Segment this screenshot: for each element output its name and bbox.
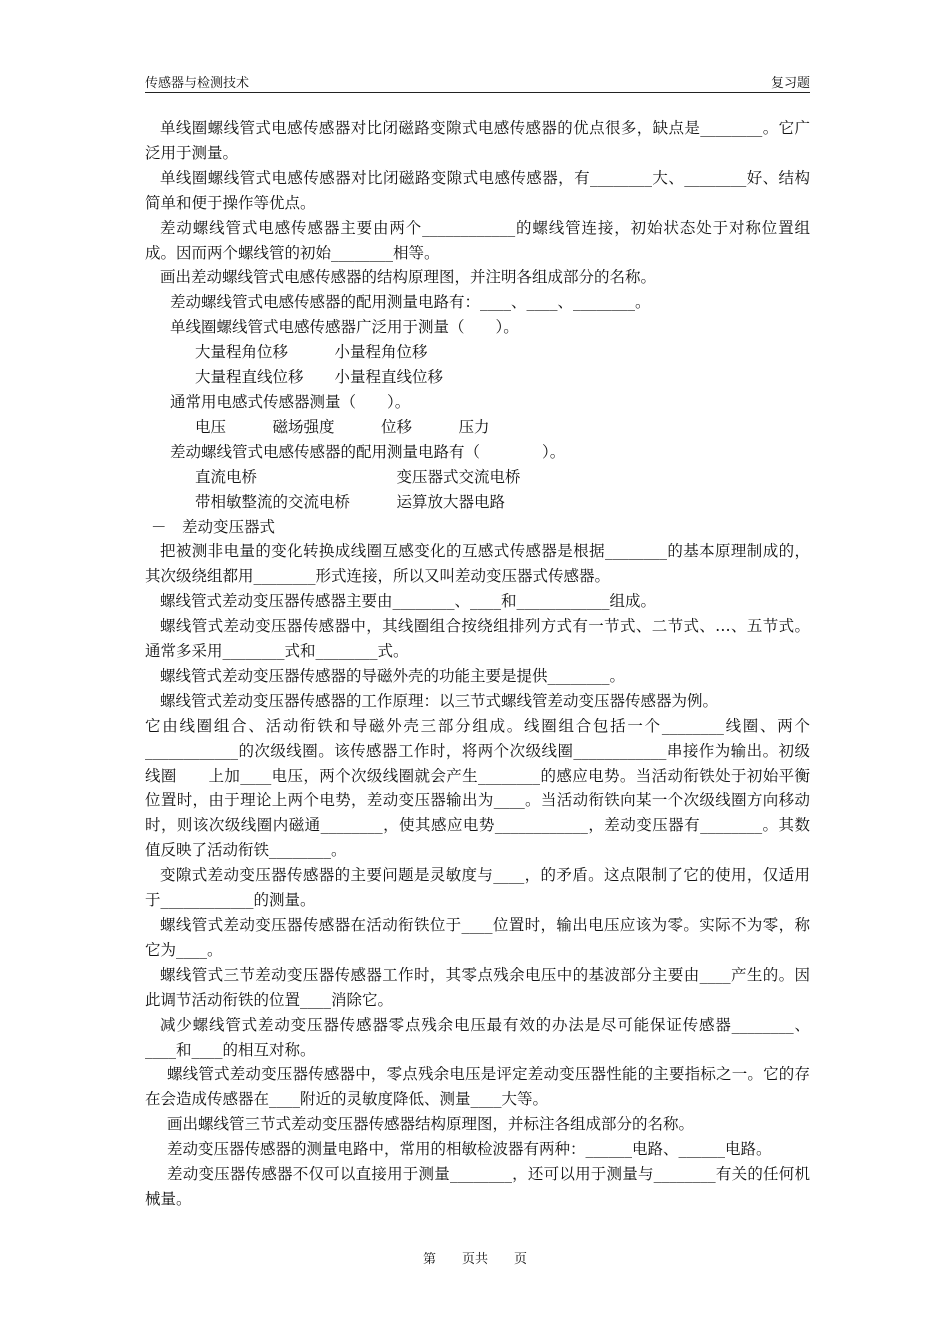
question-paragraph: 它由线圈组合、活动衔铁和导磁外壳三部分组成。线圈组合包括一个________线圈、两个____________的次级线圈。该传感器工作时，将两个次级线圈____________串接作为输出。初级线圈 上加____电压，两个次级线圈就会产生________的感应电势。当活动衔铁处于初始平衡位置时，由于理论上两个电势，差动变压器输出为____。当活动衔铁向某一个次级线圈方向移动时，则该次级线圈内磁通________，使其感应电势____________，差动变压器有________。其数值反映了活动衔铁________。 (145, 716, 810, 860)
question-paragraph: 单线圈螺线管式电感传感器广泛用于测量（ ）。 (170, 318, 519, 337)
question-paragraph: 差动变压器传感器的测量电路中，常用的相敏检波器有两种：______电路、______电路。 (167, 1140, 772, 1159)
question-paragraph: 画出差动螺线管式电感传感器的结构原理图，并注明各组成部分的名称。 (160, 268, 657, 287)
question-paragraph: 螺线管式差动变压器传感器主要由________、____和____________组成。 (160, 592, 657, 611)
question-paragraph: 差动螺线管式电感传感器主要由两个____________的螺线管连接，初始状态处于对称位置组成。因而两个螺线管的初始________相等。 (145, 218, 810, 262)
question-paragraph: 通常用电感式传感器测量（ ）。 (170, 392, 411, 411)
question-paragraph: 差动螺线管式电感传感器的配用测量电路有：____、____、________。 (170, 293, 651, 312)
question-paragraph: 螺线管式差动变压器传感器的工作原理：以三节式螺线管差动变压器传感器为例。 (160, 691, 719, 710)
answer-options: 直流电桥 变压器式交流电桥 (195, 467, 521, 486)
answer-options: 大量程直线位移 小量程直线位移 (195, 368, 444, 387)
answer-options: 电压 磁场强度 位移 压力 (195, 417, 490, 436)
question-paragraph: 螺线管式差动变压器传感器中，零点残余电压是评定差动变压器性能的主要指标之一。它的存在会造成传感器在____附近的灵敏度降低、测量____大等。 (145, 1065, 810, 1109)
question-paragraph: 变隙式差动变压器传感器的主要问题是灵敏度与____，的矛盾。这点限制了它的使用，仅适用于____________的测量。 (145, 866, 810, 910)
question-paragraph: 螺线管式差动变压器传感器的导磁外壳的功能主要是提供________。 (160, 666, 626, 685)
question-paragraph: 螺线管式三节差动变压器传感器工作时，其零点残余电压中的基波部分主要由____产生的。因此调节活动衔铁的位置____消除它。 (145, 965, 810, 1009)
question-paragraph: 螺线管式差动变压器传感器在活动衔铁位于____位置时，输出电压应该为零。实际不为零，称它为____。 (145, 916, 810, 959)
answer-options: 带相敏整流的交流电桥 运算放大器电路 (195, 492, 506, 511)
header-course-title: 传感器与检测技术 (145, 76, 250, 91)
question-paragraph: 把被测非电量的变化转换成线圈互感变化的互感式传感器是根据________的基本原理制成的，其次级绕组都用________形式连接，所以又叫差动变压器式传感器。 (145, 542, 810, 586)
question-paragraph: 差动螺线管式电感传感器的配用测量电路有（ ）。 (170, 442, 566, 461)
question-paragraph: 差动变压器传感器不仅可以直接用于测量________，还可以用于测量与________有关的任何机械量。 (145, 1165, 810, 1208)
question-paragraph: 单线圈螺线管式电感传感器对比闭磁路变隙式电感传感器的优点很多，缺点是________。它广泛用于测量。 (145, 119, 810, 162)
section-heading: － 差动变压器式 (151, 517, 276, 536)
question-paragraph: 螺线管式差动变压器传感器中，其线圈组合按绕组排列方式有一节式、二节式、…、五节式。通常多采用________式和________式。 (145, 617, 810, 661)
answer-options: 大量程角位移 小量程角位移 (195, 343, 428, 362)
header-section-label: 复习题 (770, 76, 810, 91)
question-paragraph: 画出螺线管三节式差动变压器传感器结构原理图，并标注各组成部分的名称。 (167, 1115, 695, 1134)
document-body (145, 116, 810, 1212)
question-paragraph: 减少螺线管式差动变压器传感器零点残余电压最有效的办法是尽可能保证传感器________、____和____的相互对称。 (145, 1015, 810, 1059)
page-footer: 第 页共 页 (422, 1252, 527, 1267)
question-paragraph: 单线圈螺线管式电感传感器对比闭磁路变隙式电感传感器，有________大、________好、结构简单和便于操作等优点。 (145, 168, 810, 212)
page-header (145, 72, 810, 93)
